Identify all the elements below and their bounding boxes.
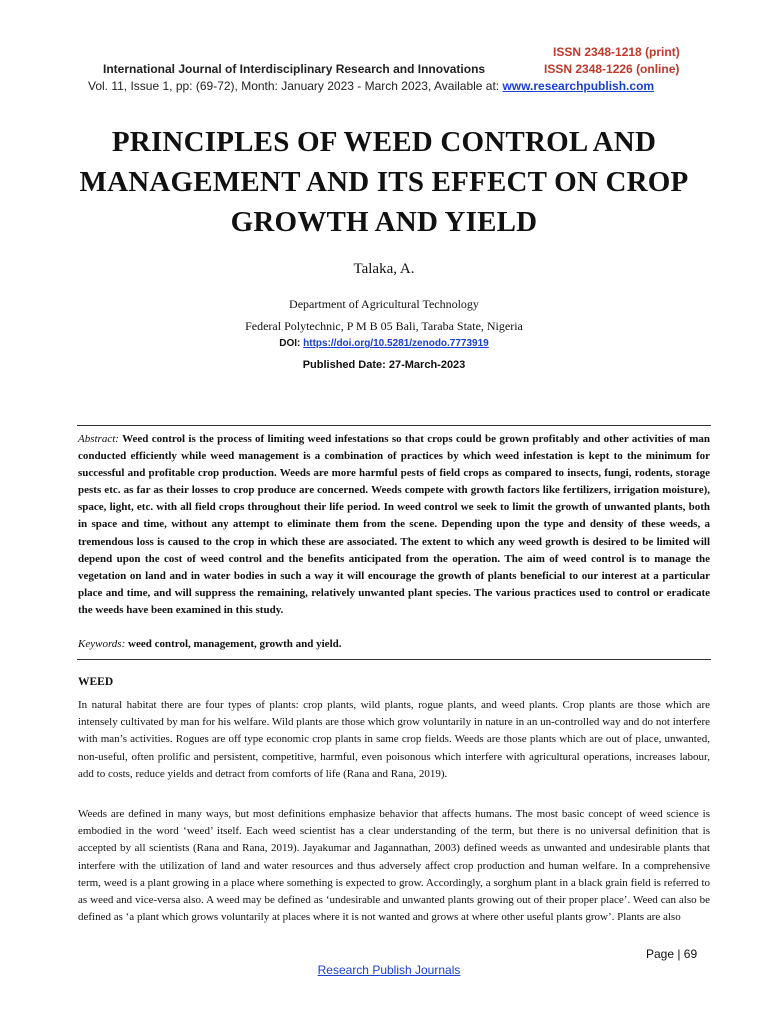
page-number: Page | 69 [646, 947, 698, 961]
website-link[interactable]: www.researchpublish.com [502, 79, 655, 93]
divider-bottom [77, 659, 711, 660]
keywords-label: Keywords: [78, 638, 126, 650]
issn-online: ISSN 2348-1226 (online) [544, 62, 680, 76]
author-name: Talaka, A. [353, 261, 415, 277]
volume-line [88, 79, 654, 93]
article-title: PRINCIPLES OF WEED CONTROL AND MANAGEMENT AND ITS EFFECT ON CROP GROWTH AND YIELD [79, 126, 689, 238]
journal-name: International Journal of Interdisciplinary Research and Innovations [103, 62, 486, 76]
department: Department of Agricultural Technology [289, 297, 479, 311]
footer [0, 963, 768, 977]
publisher-link[interactable]: Research Publish Journals [317, 963, 461, 977]
volume-info: Vol. 11, Issue 1, pp: (69-72), Month: January 2023 - March 2023, Available at: [88, 79, 503, 93]
divider-top [77, 425, 711, 426]
doi-label: DOI: [279, 338, 304, 349]
doi-link[interactable]: https://doi.org/10.5281/zenodo.7773919 [303, 338, 489, 349]
body-paragraph-2: Weeds are defined in many ways, but most definitions emphasize behavior that affects humans. The most basic concept of weed science is embodied in the word ‘weed’ itself. Each weed scientist has a clear understanding of the term, but there is no universal definition that is accepted by all scientists (Rana and Rana, 2019). Jayakumar and Jagannathan, 2003) defined weeds as unwanted and undesirable plants that interfere with the utilization of land and water resources and thus adversely affect crop production and human welfare. In a comprehensive term, weed is a plant growing in a place where something is expected to grow. Accordingly, a sorghum plant in a black grain field is referred to as weed and vice-versa also. A weed may be defined as ‘undesirable and unwanted plants growing out of their proper place’. Weed can also be defined as ‘a plant which grows voluntarily at places where it is not wanted and grows at where other useful plants grow’. Plants are also [78, 808, 710, 924]
keywords-text: weed control, management, growth and yield. [125, 638, 342, 650]
issn-print: ISSN 2348-1218 (print) [553, 45, 680, 59]
abstract [78, 431, 710, 619]
body-paragraph-1: In natural habitat there are four types of plants: crop plants, wild plants, rogue plants, and weed plants. Crop plants are those which are intensely cultivated by man for his welfare. Wild plants are those which grow voluntarily in nature in an un-controlled way and do not interfere with man’s activities. Rogues are off type economic crop plants in same crop fields. Weeds are those plants which are out of place, unwanted, non-useful, often prolific and persistent, competitive, harmful, even poisonous which interfere with agricultural operations, increases labour, add to costs, reduce yields and detract from comforts of life (Rana and Rana, 2019). [78, 699, 710, 780]
section-heading: WEED [78, 676, 114, 688]
abstract-label: Abstract: [78, 433, 119, 445]
keywords [78, 638, 710, 650]
published-date: Published Date: 27-March-2023 [302, 359, 466, 371]
affiliation: Federal Polytechnic, P M B 05 Bali, Taraba State, Nigeria [245, 319, 523, 333]
abstract-text: Weed control is the process of limiting weed infestations so that crops could be grown profitably and other activities of man conducted efficiently while weed management is a combination of practices by which weed infestation is kept to the minimum for successful and profitable crop production. Weeds are more harmful pests of field crops as compared to insects, fungi, rodents, storage pests etc. as far as their losses to crop produce are concerned. Weeds compete with growth factors like fertilizers, irrigation moisture), space, light, etc. with all field crops throughout their life period. In weed control we seek to limit the growth of unwanted plants, both in space and time, without any attempt to eliminate them from the scene. Depending upon the type and density of these weeds, a tremendous loss is caused to the crop in which these are associated. The extent to which any weed growth is desired to be limited will depend upon the cost of weed control and the benefits anticipated from the operation. The aim of weed control is to manage the vegetation on land and in water bodies in such a way it will encourage the growth of plants beneficial to our interest at a particular place and time, and will suppress the remaining, relatively unwanted plant species. The various practices used to control or eradicate the weeds have been examined in this study. [78, 433, 710, 616]
doi-line [0, 338, 768, 349]
